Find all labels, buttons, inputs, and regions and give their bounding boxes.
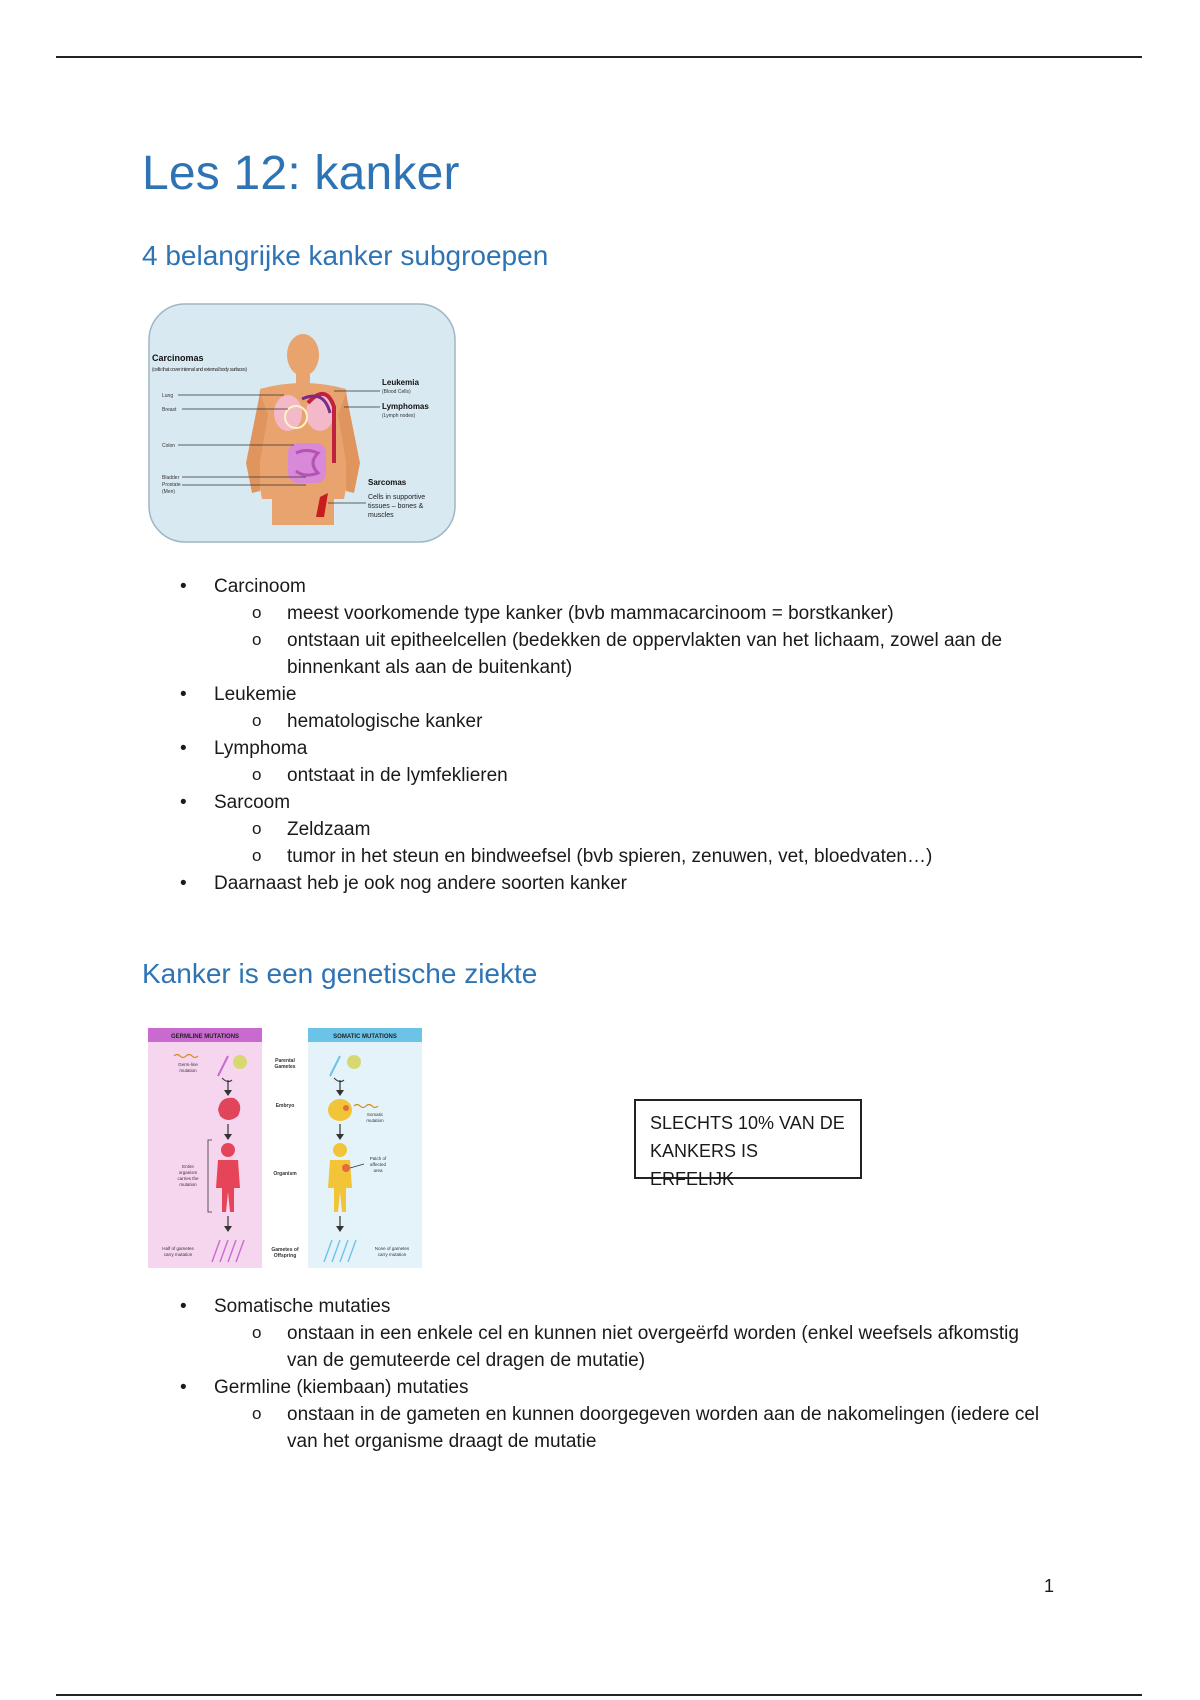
list-item: • Germline (kiembaan) mutaties	[0, 1374, 1200, 1401]
men-label: (Men)	[162, 489, 176, 495]
colon-label: Colon	[162, 443, 176, 449]
half-gametes-1: Half of gametes	[162, 1246, 194, 1251]
patch-note-2: affected	[370, 1162, 386, 1167]
lymphomas-label: Lymphomas	[382, 402, 429, 411]
section-heading-genetic: Kanker is een genetische ziekte	[142, 958, 538, 989]
patch-note-3: area	[373, 1168, 383, 1173]
list-item: • Leukemie	[0, 681, 1200, 708]
cancer-subgroups-figure	[148, 303, 458, 545]
embryo-label: Embryo	[275, 1103, 295, 1109]
list-item: • Daarnaast heb je ook nog andere soorten kanker	[0, 870, 1200, 897]
mutations-list	[0, 1293, 1200, 1455]
sub-list-item: o tumor in het steun en bindweefsel (bvb spieren, zenuwen, vet, bloedvaten…)	[0, 843, 1200, 870]
sarcomas-desc-2: tissues – bones &	[368, 503, 424, 510]
germline-note-2: mutation	[179, 1068, 197, 1073]
sarcomas-desc-3: muscles	[368, 512, 394, 519]
entire-note-2: organism	[178, 1170, 198, 1175]
germline-note-1: Germ-line	[178, 1062, 198, 1067]
somatic-header: SOMATIC MUTATIONS	[333, 1034, 397, 1040]
subgroups-list	[0, 573, 1200, 897]
mutations-figure	[148, 1028, 423, 1268]
page-number: 1	[1044, 1576, 1055, 1596]
entire-note-4: mutation	[179, 1182, 197, 1187]
leukemia-desc: (Blood Cells)	[382, 389, 411, 395]
sub-list-item: o Zeldzaam	[0, 816, 1200, 843]
sub-list-item: o ontstaan uit epitheelcellen (bedekken de oppervlakten van het lichaam, zowel aan de binnenkant als aan de buitenkant)	[0, 627, 1200, 681]
hereditary-callout: SLECHTS 10% VAN DE KANKERS IS ERFELIJK	[634, 1099, 862, 1179]
sarcomas-label: Sarcomas	[368, 478, 407, 487]
prostate-label: Prostate	[162, 482, 181, 488]
entire-note-1: Entire	[182, 1164, 194, 1169]
parental-label: Parental	[275, 1058, 295, 1064]
germline-header: GERMLINE MUTATIONS	[170, 1034, 240, 1040]
somatic-note-2: mutation	[366, 1118, 384, 1123]
bottom-rule	[56, 1694, 1142, 1696]
list-item: • Carcinoom	[0, 573, 1200, 600]
sub-list-item: o onstaan in een enkele cel en kunnen niet overgeërfd worden (enkel weefsels afkomstig van de gemuteerde cel dragen de mutatie)	[0, 1320, 1200, 1374]
sub-list-item: o hematologische kanker	[0, 708, 1200, 735]
sub-list-item: o ontstaat in de lymfeklieren	[0, 762, 1200, 789]
offspring-label: Offspring	[273, 1253, 297, 1259]
carcinomas-desc: (cells that cover internal and external body surfaces)	[152, 367, 247, 373]
patch-note-1: Patch of	[369, 1156, 387, 1161]
leukemia-label: Leukemia	[382, 378, 419, 387]
list-item: • Lymphoma	[0, 735, 1200, 762]
carcinomas-label: Carcinomas	[152, 353, 204, 363]
organism-label: Organism	[273, 1171, 297, 1177]
sarcomas-desc-1: Cells in supportive	[368, 494, 426, 501]
list-item: • Somatische mutaties	[0, 1293, 1200, 1320]
lung-label: Lung	[162, 393, 174, 399]
bladder-label: Bladder	[162, 475, 180, 481]
none-gametes-1: None of gametes	[374, 1246, 410, 1251]
gametes-label: Gametes	[274, 1064, 296, 1070]
page-title: Les 12: kanker	[142, 147, 460, 200]
sub-list-item: o onstaan in de gameten en kunnen doorgegeven worden aan de nakomelingen (iedere cel van het organisme draagt de mutatie	[0, 1401, 1200, 1455]
breast-label: Breast	[162, 407, 177, 413]
half-gametes-2: carry mutation	[163, 1252, 193, 1257]
somatic-note-1: Somatic	[366, 1112, 384, 1117]
gametes-of-label: Gametes of	[271, 1247, 299, 1253]
sub-list-item: o meest voorkomende type kanker (bvb mammacarcinoom = borstkanker)	[0, 600, 1200, 627]
section-heading-subgroups: 4 belangrijke kanker subgroepen	[142, 240, 549, 271]
list-item: • Sarcoom	[0, 789, 1200, 816]
top-rule	[56, 56, 1142, 58]
lymphomas-desc: (Lymph nodes)	[382, 413, 416, 419]
entire-note-3: carries the	[177, 1176, 199, 1181]
none-gametes-2: carry mutation	[377, 1252, 407, 1257]
